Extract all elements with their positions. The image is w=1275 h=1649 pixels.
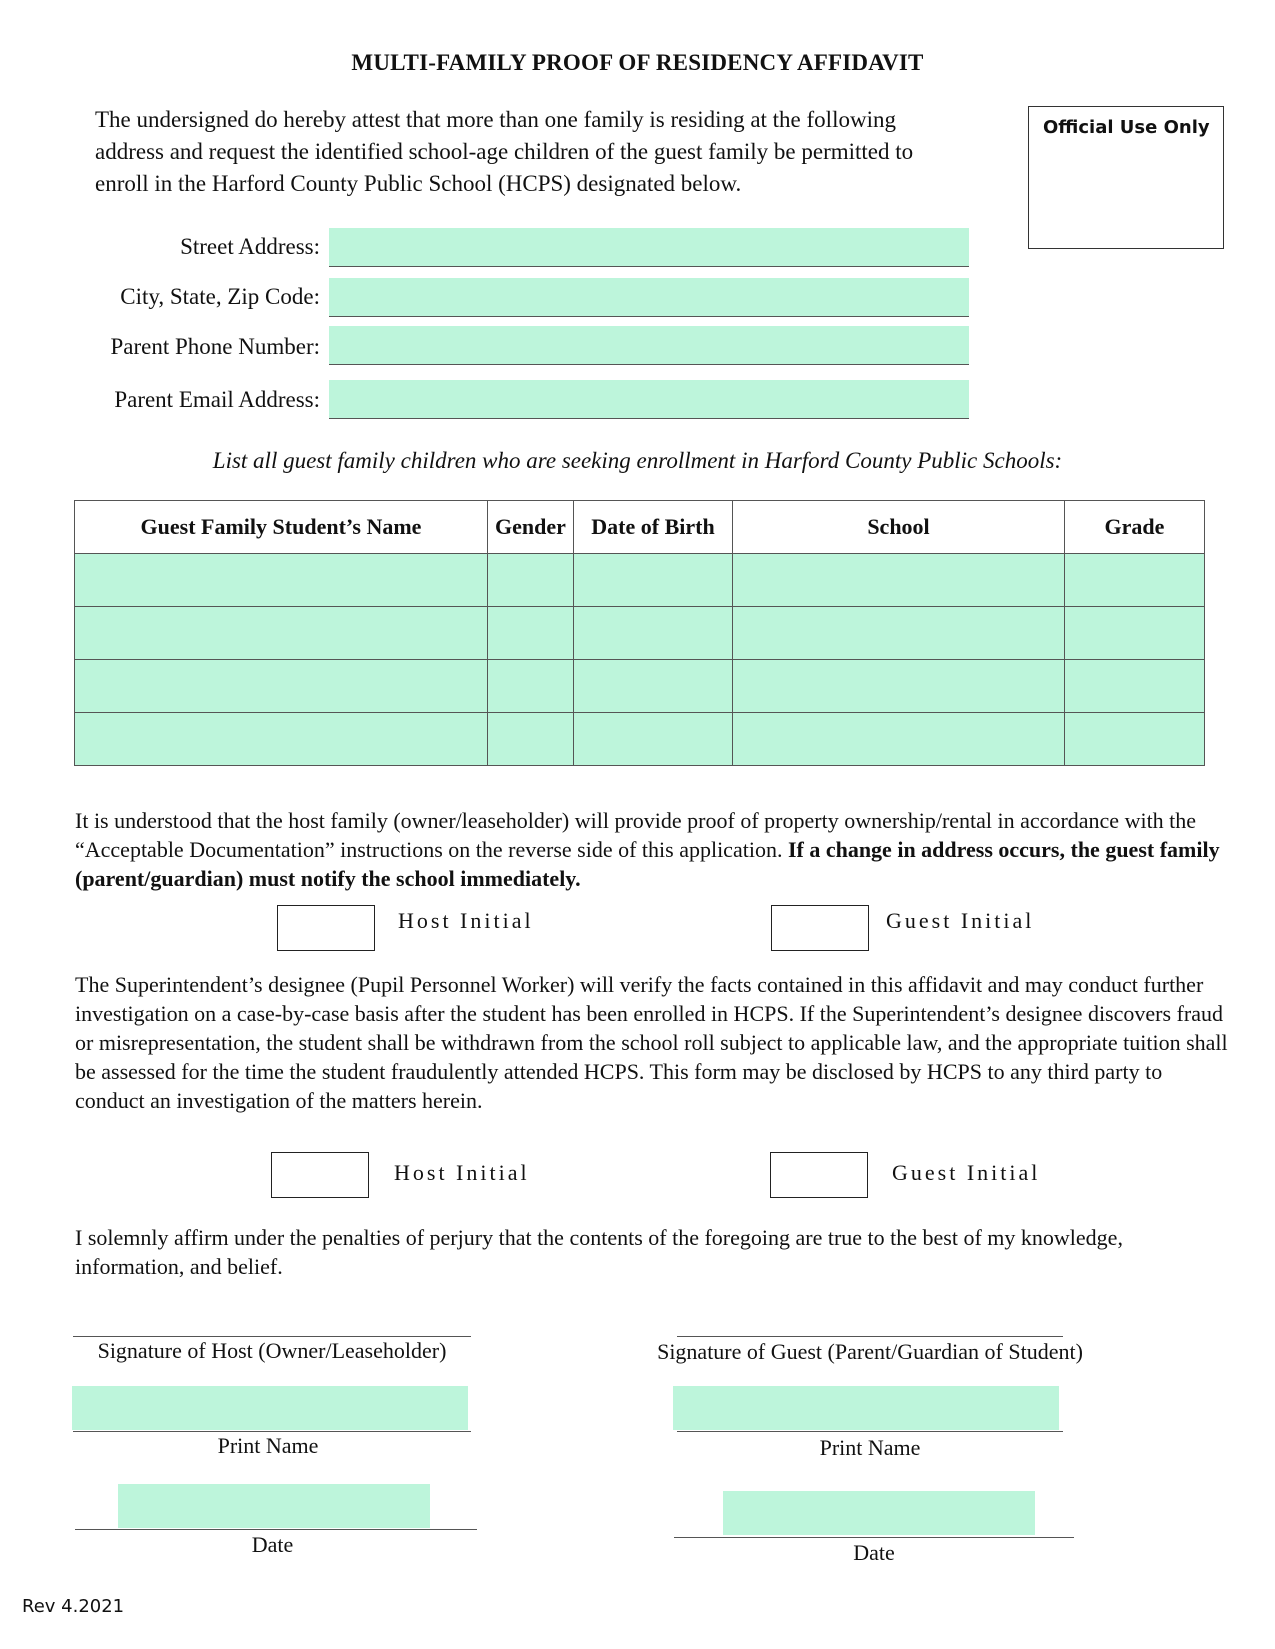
student-name-cell[interactable]: [75, 660, 488, 713]
grade-cell[interactable]: [1065, 554, 1205, 607]
student-name-cell[interactable]: [75, 607, 488, 660]
street-address-label: Street Address:: [180, 234, 320, 259]
parent-phone-label: Parent Phone Number:: [110, 334, 320, 359]
host-date-label: Date: [251, 1532, 294, 1557]
gender-cell[interactable]: [488, 607, 574, 660]
parent-phone-field[interactable]: [329, 326, 969, 365]
guest-print-name-field[interactable]: [673, 1386, 1059, 1430]
dob-cell[interactable]: [574, 554, 733, 607]
gender-cell[interactable]: [488, 554, 574, 607]
column-header-school: School: [733, 501, 1065, 554]
guest-date-label: Date: [853, 1540, 895, 1565]
guest-children-table: [74, 500, 1205, 766]
table-row: [75, 554, 1205, 607]
host-proof-text: It is understood that the host family (owner/leaseholder) will provide proof of property ownership/rental in accordance with the “Acceptable Documentation” instructions on the reverse side of this application.: [75, 808, 1197, 862]
column-header-gender: Gender: [488, 501, 574, 554]
verification-paragraph: The Superintendent’s designee (Pupil Personnel Worker) will verify the facts contained in this affidavit and may conduct further investigation on a case-by-case basis after the student has been enrolled in HCPS. If the Superintendent’s designee discovers fraud or misrepresentation, the student shall be withdrawn from the school roll subject to applicable law, and the appropriate tuition shall be assessed for the time the student fraudulently attended HCPS. This form may be disclosed by HCPS to any third party to conduct an investigation of the matters herein.: [75, 972, 1228, 1113]
intro-paragraph: [95, 104, 975, 200]
school-cell[interactable]: [733, 660, 1065, 713]
column-header-grade: Grade: [1065, 501, 1205, 554]
guest-date-field[interactable]: [723, 1491, 1035, 1535]
official-use-label: Official Use Only: [1043, 117, 1210, 138]
city-state-zip-label: City, State, Zip Code:: [120, 284, 320, 309]
table-header-row: [75, 501, 1205, 554]
grade-cell[interactable]: [1065, 660, 1205, 713]
student-name-cell[interactable]: [75, 713, 488, 766]
table-row: [75, 607, 1205, 660]
host-date-line: [75, 1529, 477, 1530]
student-name-cell[interactable]: [75, 554, 488, 607]
grade-cell[interactable]: [1065, 713, 1205, 766]
dob-cell[interactable]: [574, 713, 733, 766]
intro-line: address and request the identified school-age children of the guest family be permitted to: [95, 139, 914, 164]
column-header-dob: Date of Birth: [574, 501, 733, 554]
guest-date-line: [674, 1537, 1074, 1538]
intro-line: enroll in the Harford County Public School (HCPS) designated below.: [95, 171, 742, 196]
host-initial-box-1[interactable]: [277, 905, 375, 951]
guest-signature-label: Signature of Guest (Parent/Guardian of Student): [657, 1339, 1083, 1364]
host-signature-label: Signature of Host (Owner/Leaseholder): [97, 1338, 447, 1363]
host-print-name-field[interactable]: [72, 1386, 468, 1430]
official-use-box: [1028, 106, 1224, 249]
host-date-field[interactable]: [118, 1484, 430, 1528]
school-cell[interactable]: [733, 554, 1065, 607]
host-print-name-line: [73, 1431, 471, 1432]
guest-initial-box-2[interactable]: [770, 1152, 868, 1198]
school-cell[interactable]: [733, 713, 1065, 766]
host-signature-line[interactable]: [73, 1336, 471, 1337]
school-cell[interactable]: [733, 607, 1065, 660]
host-proof-paragraph: [75, 806, 1235, 893]
column-header-name: Guest Family Student’s Name: [75, 501, 488, 554]
guest-signature-line[interactable]: [677, 1336, 1063, 1337]
revision-label: Rev 4.2021: [22, 1596, 125, 1617]
intro-line: The undersigned do hereby attest that more than one family is residing at the following: [95, 107, 896, 132]
form-title: MULTI-FAMILY PROOF OF RESIDENCY AFFIDAVIT: [351, 50, 924, 75]
children-list-heading: List all guest family children who are seeking enrollment in Harford County Public Schools:: [212, 448, 1063, 473]
host-print-name-label: Print Name: [217, 1433, 319, 1458]
table-row: [75, 660, 1205, 713]
address-change-notice: If a change in address occurs, the guest family (parent/guardian) must notify the school immediately.: [75, 837, 1220, 891]
host-initial-label-2: Host Initial: [394, 1160, 530, 1185]
guest-print-name-label: Print Name: [819, 1435, 921, 1460]
street-address-field[interactable]: [329, 228, 969, 267]
perjury-affirmation: I solemnly affirm under the penalties of perjury that the contents of the foregoing are true to the best of my knowledge, information, and belief.: [75, 1225, 1123, 1279]
host-initial-box-2[interactable]: [271, 1152, 369, 1198]
guest-initial-label-2: Guest Initial: [892, 1160, 1041, 1185]
table-row: [75, 713, 1205, 766]
gender-cell[interactable]: [488, 713, 574, 766]
city-state-zip-field[interactable]: [329, 278, 969, 317]
gender-cell[interactable]: [488, 660, 574, 713]
guest-initial-box-1[interactable]: [771, 905, 869, 951]
host-initial-label-1: Host Initial: [398, 908, 534, 933]
parent-email-label: Parent Email Address:: [114, 387, 320, 412]
dob-cell[interactable]: [574, 607, 733, 660]
grade-cell[interactable]: [1065, 607, 1205, 660]
guest-print-name-line: [677, 1431, 1063, 1432]
parent-email-field[interactable]: [329, 380, 969, 419]
dob-cell[interactable]: [574, 660, 733, 713]
guest-initial-label-1: Guest Initial: [886, 908, 1035, 933]
